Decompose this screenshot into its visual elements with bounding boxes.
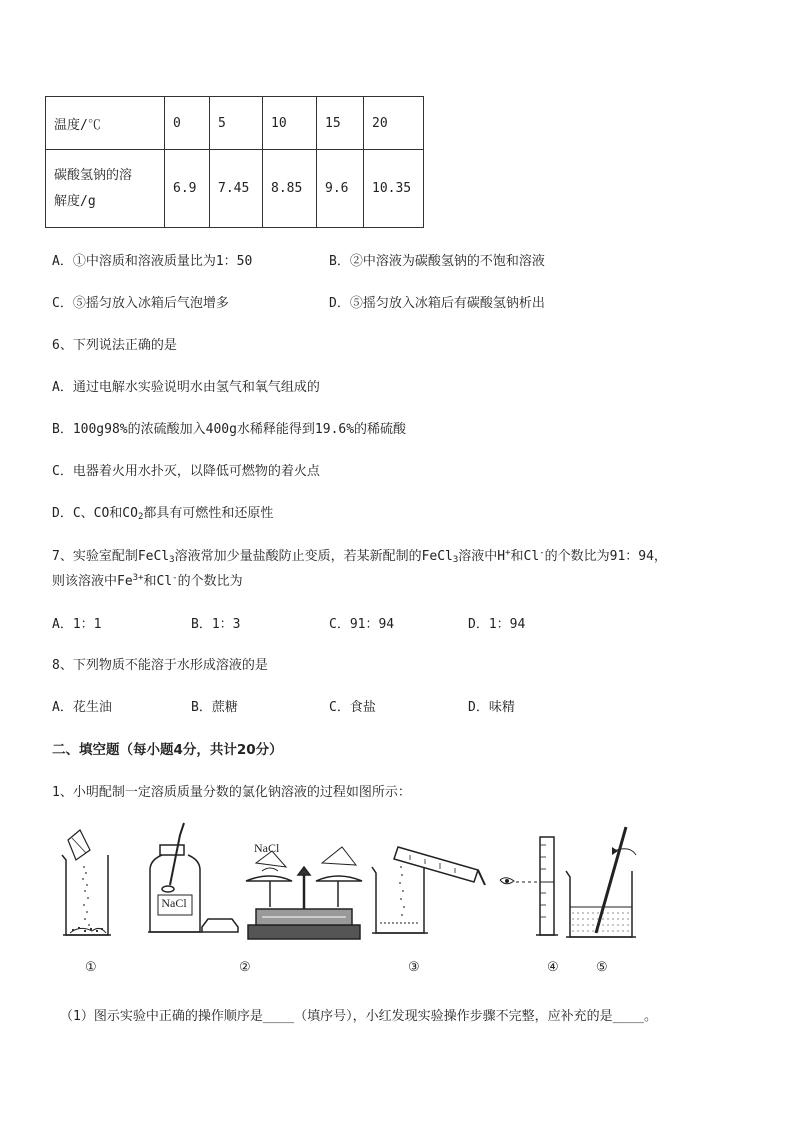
superscript: - — [539, 548, 545, 558]
superscript: 3+ — [132, 573, 144, 583]
figure-label: ③ — [408, 960, 420, 975]
fill1-stem: 1、小明配制一定溶质质量分数的氯化钠溶液的过程如图所示： — [52, 785, 411, 800]
q6-option-c: C．电器着火用水扑灭，以降低可燃物的着火点 — [52, 464, 320, 479]
table-cell: 10.35 — [364, 150, 424, 228]
beaker-pouring-icon — [62, 830, 111, 935]
text-fragment: 7、实验室配制FeCl — [52, 549, 170, 564]
text-fragment: 的个数比为 — [177, 574, 243, 589]
text-fragment: 溶液常加少量盐酸防止变质，若某新配制的FeCl — [174, 549, 453, 564]
q7-option-d: D．1：94 — [468, 617, 526, 632]
q6-stem: 6、下列说法正确的是 — [52, 338, 177, 353]
text-fragment: 和Cl — [510, 549, 540, 564]
table-cell: 8.85 — [263, 150, 317, 228]
text-fragment: 的个数比为91：94， — [544, 549, 667, 564]
subscript: 3 — [452, 555, 459, 565]
text-fragment: 则该溶液中Fe — [52, 574, 133, 589]
table-header-line: 解度/g — [54, 193, 96, 209]
q7-option-b: B．1：3 — [191, 617, 241, 632]
q8-stem: 8、下列物质不能溶于水形成溶液的是 — [52, 658, 268, 673]
q6-option-b: B．100g98%的浓硫酸加入400g水稀释能得到19.6%的稀硫酸 — [52, 422, 407, 437]
figure-label: ④ — [547, 960, 559, 975]
text-fragment: 溶液中H — [458, 549, 506, 564]
experiment-figure — [0, 815, 794, 950]
q7-stem-line2 — [52, 570, 243, 589]
q8-option-b: B．蔗糖 — [191, 700, 238, 715]
table-row — [46, 150, 424, 228]
q5-option-a: A．①中溶质和溶液质量比为1：50 — [52, 254, 253, 269]
q6-option-d — [52, 502, 273, 522]
text-fragment: 都具有可燃性和还原性 — [143, 506, 274, 521]
subscript: 2 — [137, 512, 144, 522]
superscript: + — [505, 548, 511, 558]
table-header-cell — [46, 150, 165, 228]
balance-icon — [246, 847, 362, 939]
q5-option-b: B．②中溶液为碳酸氢钠的不饱和溶液 — [329, 254, 545, 269]
q8-option-a: A．花生油 — [52, 700, 112, 715]
figure-label: ② — [239, 960, 251, 975]
bottle-label: NaCl — [161, 896, 187, 910]
q7-option-a: A．1：1 — [52, 617, 102, 632]
q5-option-d: D．⑤摇匀放入冰箱后有碳酸氢钠析出 — [329, 296, 545, 311]
solubility-table — [45, 96, 424, 228]
table-cell: 6.9 — [165, 150, 210, 228]
table-row — [46, 97, 424, 150]
balance-label: NaCl — [254, 841, 280, 855]
table-cell: 温度/℃ — [46, 97, 165, 150]
q5-option-c: C．⑤摇匀放入冰箱后气泡增多 — [52, 296, 229, 311]
table-cell: 20 — [364, 97, 424, 150]
table-cell: 5 — [210, 97, 263, 150]
table-cell: 0 — [165, 97, 210, 150]
cylinder-pouring-icon — [372, 847, 485, 933]
graduated-cylinder-icon — [500, 837, 558, 935]
q8-option-c: C．食盐 — [329, 700, 376, 715]
figure-label: ⑤ — [596, 960, 608, 975]
table-cell: 10 — [263, 97, 317, 150]
section-title: 二、填空题（每小题4分，共计20分） — [52, 742, 283, 758]
figure-label: ① — [85, 960, 97, 975]
superscript: - — [172, 573, 178, 583]
reagent-bottle-icon — [148, 823, 238, 932]
table-cell: 15 — [317, 97, 364, 150]
q7-stem-line1 — [52, 545, 667, 565]
stirring-beaker-icon — [566, 827, 636, 937]
q6-option-a: A．通过电解水实验说明水由氢气和氧气组成的 — [52, 380, 320, 395]
table-cell: 7.45 — [210, 150, 263, 228]
text-fragment: D．C、CO和CO — [52, 506, 138, 521]
q8-option-d: D．味精 — [468, 700, 515, 715]
q7-option-c: C．91：94 — [329, 617, 395, 632]
text-fragment: 和Cl — [143, 574, 173, 589]
table-cell: 9.6 — [317, 150, 364, 228]
subscript: 3 — [169, 555, 175, 565]
table-header-line: 碳酸氢钠的溶 — [54, 167, 133, 183]
fill1-subquestion-1: （1）图示实验中正确的操作顺序是____（填序号），小红发现实验操作步骤不完整，应补充的是____。 — [60, 1009, 657, 1024]
